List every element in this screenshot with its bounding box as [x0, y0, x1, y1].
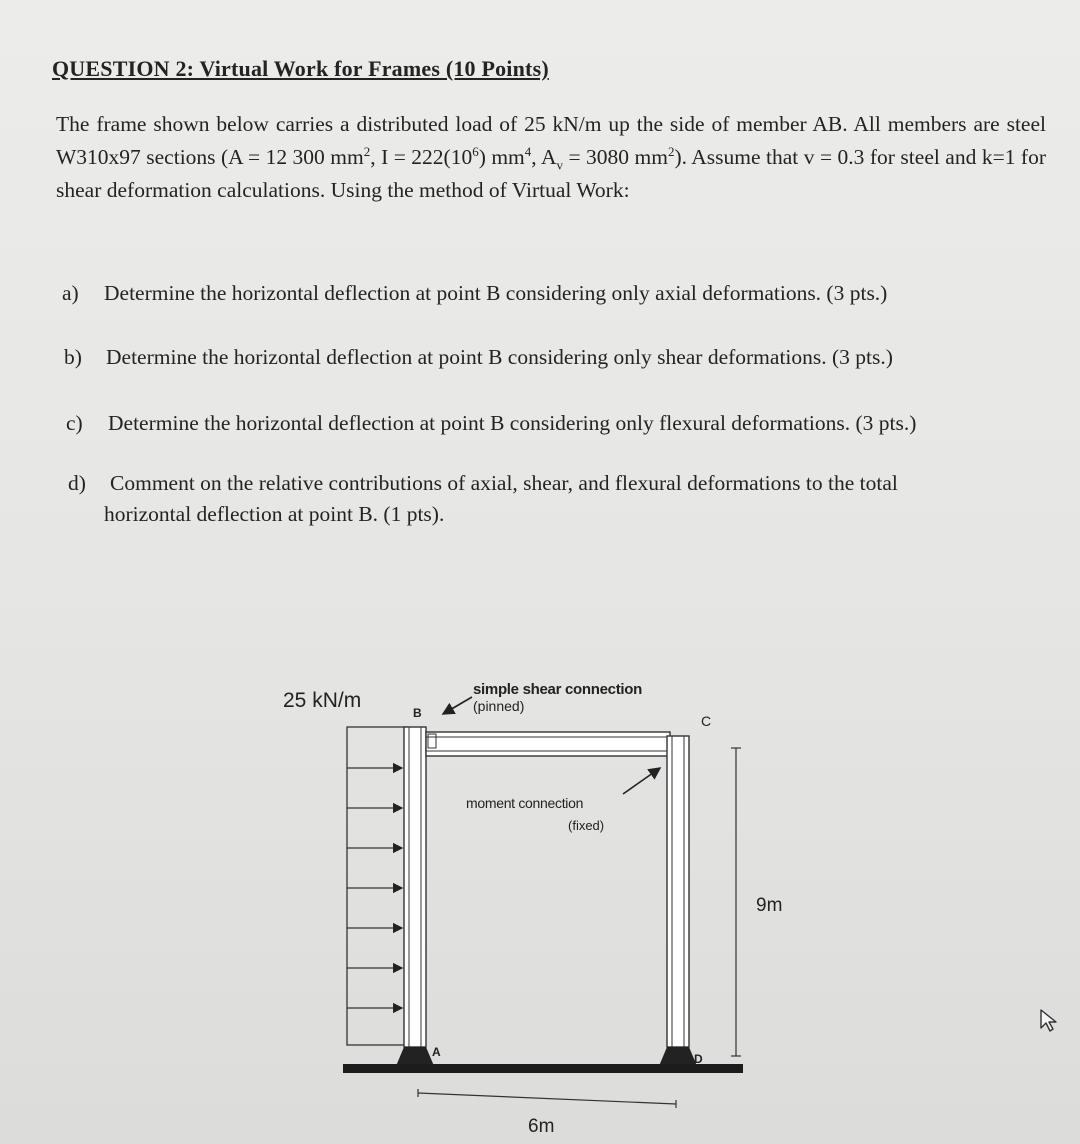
intro-sup-3: 4 — [524, 143, 532, 159]
height-label: 9m — [756, 895, 783, 916]
part-a-label: a) — [62, 281, 79, 305]
intro-text-1: The frame shown below carries a distributed load of 25 kN/m up the side of member AB. All members are steel W310x97 sections (A = 12 300 mm — [56, 112, 1046, 169]
intro-sup-2: 6 — [472, 143, 479, 159]
part-d-text: Comment on the relative contributions of axial, shear, and flexural deformations to the total — [110, 471, 898, 495]
intro-text-2: , I = 222(10 — [370, 145, 473, 169]
load-label: 25 kN/m — [283, 689, 362, 712]
pinned-note-line1: simple shear connection — [473, 681, 642, 698]
part-d-label: d) — [68, 471, 86, 495]
fixed-note-line2: (fixed) — [568, 818, 605, 833]
part-c-label: c) — [66, 411, 83, 435]
column-cd — [667, 736, 689, 1047]
width-dimension — [418, 1089, 676, 1108]
intro-text-5: = 3080 mm — [562, 145, 668, 169]
pinned-note-line2: (pinned) — [473, 698, 525, 714]
point-d-label: D — [694, 1052, 703, 1066]
fixed-note-line1: moment connection — [466, 795, 584, 811]
support-a — [396, 1047, 434, 1066]
part-c-text: Determine the horizontal deflection at point B considering only flexural deformations. (3 pts.) — [108, 411, 917, 435]
point-b-label: B — [413, 706, 422, 720]
intro-sup-1: 2 — [363, 143, 371, 159]
support-d — [659, 1047, 697, 1066]
width-label: 6m — [528, 1116, 555, 1137]
part-d-text-continued: horizontal deflection at point B. (1 pts). — [104, 502, 445, 526]
intro-text-3: ) mm — [478, 145, 525, 169]
part-b-label: b) — [64, 345, 82, 369]
intro-text-4: , A — [531, 145, 557, 169]
point-a-label: A — [432, 1045, 441, 1059]
intro-text-6: ). Assume that v = 0.3 for steel and k=1 for shear deformation calculations. Using the method of Virtual Work: — [56, 145, 1046, 202]
mouse-cursor-icon — [1038, 1008, 1060, 1034]
point-c-label: C — [701, 713, 712, 729]
intro-sup-4: 2 — [667, 143, 675, 159]
fixed-pointer-arrow — [623, 768, 660, 794]
question-title: QUESTION 2: Virtual Work for Frames (10 Points) — [52, 56, 549, 81]
ground-line — [343, 1064, 743, 1073]
beam-bc — [426, 732, 670, 756]
pinned-pointer-arrow — [443, 697, 472, 714]
part-a-text: Determine the horizontal deflection at point B considering only axial deformations. (3 pts.) — [104, 281, 888, 305]
intro-sub-1: v — [556, 157, 563, 173]
distributed-load — [347, 727, 407, 1045]
part-b-text: Determine the horizontal deflection at point B considering only shear deformations. (3 pts.) — [106, 345, 893, 369]
column-ab — [404, 727, 426, 1047]
height-dimension — [731, 748, 741, 1056]
